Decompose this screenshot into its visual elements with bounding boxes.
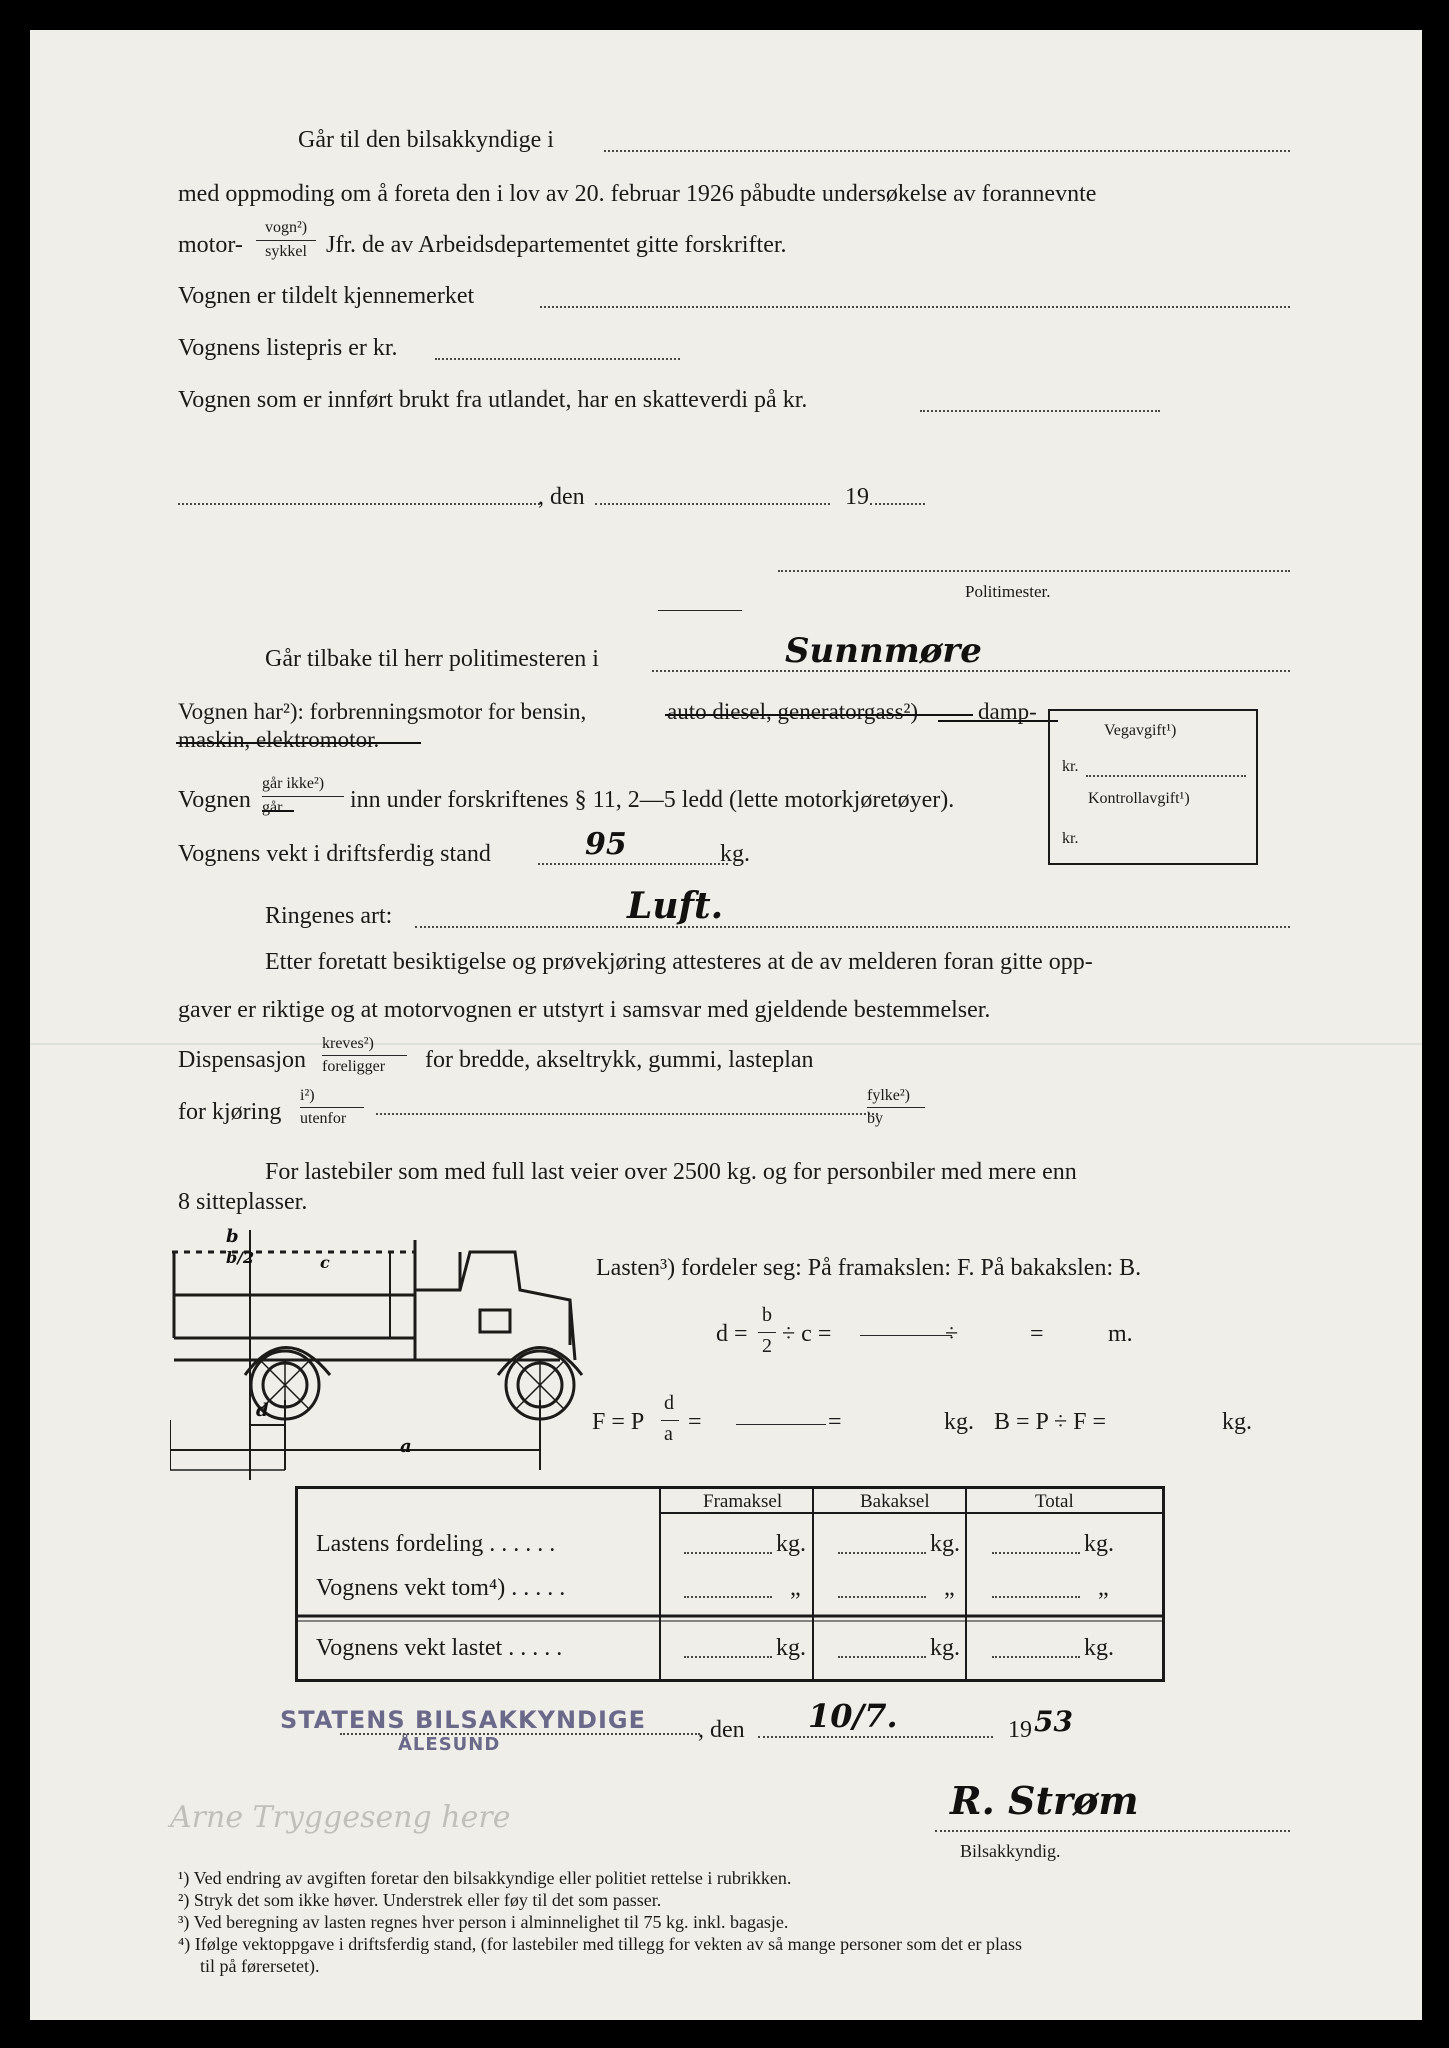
fig-label-b: b <box>226 1226 239 1247</box>
f-eq: = <box>688 1409 702 1435</box>
motor-sykkel: sykkel <box>265 243 307 260</box>
gar-ikke: går ikke²) <box>262 775 325 792</box>
formula-blank <box>860 1335 952 1336</box>
motor-prefix: motor- <box>178 232 243 258</box>
table-cell-unit: kg. <box>1084 1635 1114 1661</box>
skatteverdi-label: Vognen som er innført brukt fra utlandet, har en skatteverdi på kr. <box>178 387 808 413</box>
kontrollavgift-label: Kontrollavgift¹) <box>1088 790 1190 807</box>
bleed-through-text: Arne Tryggeseng here <box>170 1800 511 1835</box>
table-cell[interactable] <box>992 1552 1080 1554</box>
ringer-value: Luft. <box>627 885 724 927</box>
fig-label-b2: b/2 <box>226 1248 255 1267</box>
table-cell[interactable] <box>684 1596 772 1598</box>
skatteverdi-field[interactable] <box>920 410 1160 412</box>
vegavgift-label: Vegavgift¹) <box>1104 722 1177 739</box>
table-row-label-1: Lastens fordeling . . . . . . <box>316 1531 556 1557</box>
vegavgift-field[interactable] <box>1086 775 1246 777</box>
attest-line-1: Etter foretatt besiktigelse og prøvekjøring attesteres at de av melderen foran gitte opp- <box>265 949 1093 975</box>
formula-blank <box>736 1424 826 1425</box>
table-cell[interactable] <box>838 1552 926 1554</box>
formula-f: F = P <box>592 1409 645 1435</box>
fraction-bar <box>300 1107 364 1108</box>
footnote-4-cont: til på førersetet). <box>200 1956 320 1976</box>
signature-year: 53 <box>1034 1705 1073 1738</box>
table-cell-unit: kg. <box>930 1531 960 1557</box>
dispensasjon-text: for bredde, akseltrykk, gummi, lasteplan <box>425 1047 814 1073</box>
footnote-2: ²) Stryk det som ikke høver. Understrek eller føy til det som passer. <box>178 1890 662 1910</box>
damp-text: damp- <box>978 699 1037 724</box>
regulation-text: Jfr. de av Arbeidsdepartementet gitte forskrifter. <box>326 232 787 258</box>
table-cell[interactable] <box>838 1596 926 1598</box>
kjoring-field[interactable] <box>376 1113 878 1115</box>
frac-b: b <box>762 1304 772 1326</box>
date-field[interactable] <box>595 503 830 505</box>
table-row-label-2: Vognens vekt tom⁴) . . . . . <box>316 1575 566 1601</box>
table-cell-unit: „ <box>944 1575 955 1601</box>
listepris-field[interactable] <box>435 358 680 360</box>
fee-box <box>1048 709 1258 865</box>
fig-label-a: a <box>400 1436 412 1457</box>
f-kg: kg. <box>944 1409 974 1435</box>
fold-line <box>30 1043 1422 1045</box>
table-cell-unit: kg. <box>1084 1531 1114 1557</box>
request-line: med oppmoding om å foreta den i lov av 20. februar 1926 påbudte undersøkelse av forannevnte <box>178 181 1097 207</box>
gar-strike <box>262 810 294 812</box>
year-field[interactable] <box>870 503 925 505</box>
by: by <box>867 1110 883 1127</box>
form-page <box>30 30 1422 2020</box>
b-formula: B = P ÷ F = <box>994 1409 1107 1435</box>
table-cell-unit: kg. <box>930 1635 960 1661</box>
vognen-prefix: Vognen <box>178 787 251 813</box>
short-rule <box>658 610 742 611</box>
place-field[interactable] <box>340 1733 700 1735</box>
frac-a: a <box>664 1423 673 1445</box>
damp-underline <box>938 720 1058 722</box>
kjoring-utenfor: utenfor <box>300 1110 347 1127</box>
dispensasjon-label: Dispensasjon <box>178 1047 306 1073</box>
fig-label-c: c <box>320 1253 330 1272</box>
kjennemerke-field[interactable] <box>540 306 1290 308</box>
motor-vogn: vogn²) <box>264 219 308 236</box>
fylke: fylke²) <box>867 1087 910 1104</box>
formula-d-rest: ÷ c = <box>782 1321 832 1347</box>
vekt-unit: kg. <box>720 841 750 867</box>
vekt-field[interactable] <box>538 863 728 865</box>
table-header-total: Total <box>1035 1491 1074 1512</box>
listepris-label: Vognens listepris er kr. <box>178 335 398 361</box>
intro-field[interactable] <box>604 150 1290 152</box>
struck-fuel-b: maskin, elektromotor. <box>178 727 380 752</box>
fraction-bar <box>758 1332 776 1333</box>
kreves: kreves²) <box>322 1035 374 1052</box>
signature-date: 10/7. <box>808 1697 898 1735</box>
table-cell[interactable] <box>684 1656 772 1658</box>
table-cell-unit: kg. <box>776 1531 806 1557</box>
return-label: Går tilbake til herr politimesteren i <box>265 646 599 672</box>
strike-line-a <box>665 714 973 716</box>
frac-2: 2 <box>762 1335 772 1357</box>
den-label: , den <box>538 484 585 510</box>
lasten-text: Lasten³) fordeler seg: På framakslen: F. På bakakslen: B. <box>596 1255 1142 1281</box>
table-header-bakaksel: Bakaksel <box>860 1491 930 1512</box>
footnote-4: ⁴) Ifølge vektoppgave i driftsferdig stand, (for lastebiler med tillegg for vekten av så mange personer som det er plass <box>178 1934 1023 1954</box>
strike-line-b <box>176 742 421 744</box>
lastebil-line-1: For lastebiler som med full last veier over 2500 kg. og for personbiler med mere enn <box>265 1159 1077 1185</box>
kr-label-1: kr. <box>1062 758 1079 775</box>
vognen-har-text: Vognen har²): forbrenningsmotor for bensin, <box>178 699 587 724</box>
stamp-city: ÅLESUND <box>398 1734 501 1755</box>
fraction-bar <box>867 1107 925 1108</box>
lastebil-line-2: 8 sitteplasser. <box>178 1189 308 1215</box>
vekt-label: Vognens vekt i driftsferdig stand <box>178 841 491 867</box>
kjoring-i: i²) <box>300 1087 315 1104</box>
fraction-bar <box>262 796 344 797</box>
f-eq2: = <box>828 1409 842 1435</box>
footnote-1: ¹) Ved endring av avgiften foretar den bilsakkyndige eller politiet rettelse i rubrikken. <box>178 1868 792 1888</box>
formula-div: ÷ <box>945 1321 959 1347</box>
fraction-bar <box>322 1055 407 1056</box>
table-cell-unit: „ <box>1098 1575 1109 1601</box>
table-cell[interactable] <box>684 1552 772 1554</box>
intro-text: Går til den bilsakkyndige i <box>298 127 554 153</box>
footnote-3: ³) Ved beregning av lasten regnes hver person i alminnelighet til 75 kg. inkl. bagasje. <box>178 1912 789 1932</box>
kjennemerke-label: Vognen er tildelt kjennemerket <box>178 283 475 309</box>
table-cell-unit: kg. <box>776 1635 806 1661</box>
signature-den: , den <box>698 1717 745 1743</box>
formula-eq: = <box>1030 1321 1044 1347</box>
table-row-label-3: Vognens vekt lastet . . . . . <box>316 1635 563 1661</box>
table-cell[interactable] <box>838 1656 926 1658</box>
table-cell[interactable] <box>992 1596 1080 1598</box>
fraction-bar <box>256 240 316 241</box>
ringer-field[interactable] <box>415 926 1290 928</box>
table-header-framaksel: Framaksel <box>703 1491 783 1512</box>
b-kg: kg. <box>1222 1409 1252 1435</box>
vekt-value: 95 <box>585 827 627 862</box>
ringer-label: Ringenes art: <box>265 903 393 929</box>
gar: går <box>262 799 283 816</box>
signature-date-field[interactable] <box>758 1736 993 1738</box>
forskrift-text: inn under forskriftenes § 11, 2—5 ledd (lette motorkjøretøyer). <box>350 787 955 813</box>
kr-label-2: kr. <box>1062 830 1079 847</box>
fraction-bar <box>661 1420 679 1421</box>
formula-m: m. <box>1108 1321 1133 1347</box>
table-cell[interactable] <box>992 1656 1080 1658</box>
kjoring-label: for kjøring <box>178 1099 282 1125</box>
year-prefix: 19 <box>845 484 869 510</box>
signature-value: R. Strøm <box>950 1778 1139 1823</box>
formula-d: d = <box>716 1321 748 1347</box>
official-stamp: STATENS BILSAKKYNDIGE <box>280 1706 646 1734</box>
signature-year-prefix: 19 <box>1008 1717 1032 1743</box>
signature-label: Bilsakkyndig. <box>960 1841 1061 1861</box>
signature-field[interactable] <box>935 1830 1290 1832</box>
politimester-label: Politimester. <box>965 582 1051 601</box>
return-value: Sunnmøre <box>785 631 982 671</box>
fig-label-d: d <box>256 1400 269 1421</box>
politimester-sign-field[interactable] <box>778 570 1290 572</box>
table-cell-unit: „ <box>790 1575 801 1601</box>
attest-line-2: gaver er riktige og at motorvognen er utstyrt i samsvar med gjeldende bestemmelser. <box>178 997 991 1023</box>
foreligger: foreligger <box>322 1058 386 1075</box>
struck-fuel-a: auto diesel, generatorgass²) <box>667 699 919 724</box>
place-field[interactable] <box>178 503 540 505</box>
frac-d: d <box>664 1392 674 1414</box>
